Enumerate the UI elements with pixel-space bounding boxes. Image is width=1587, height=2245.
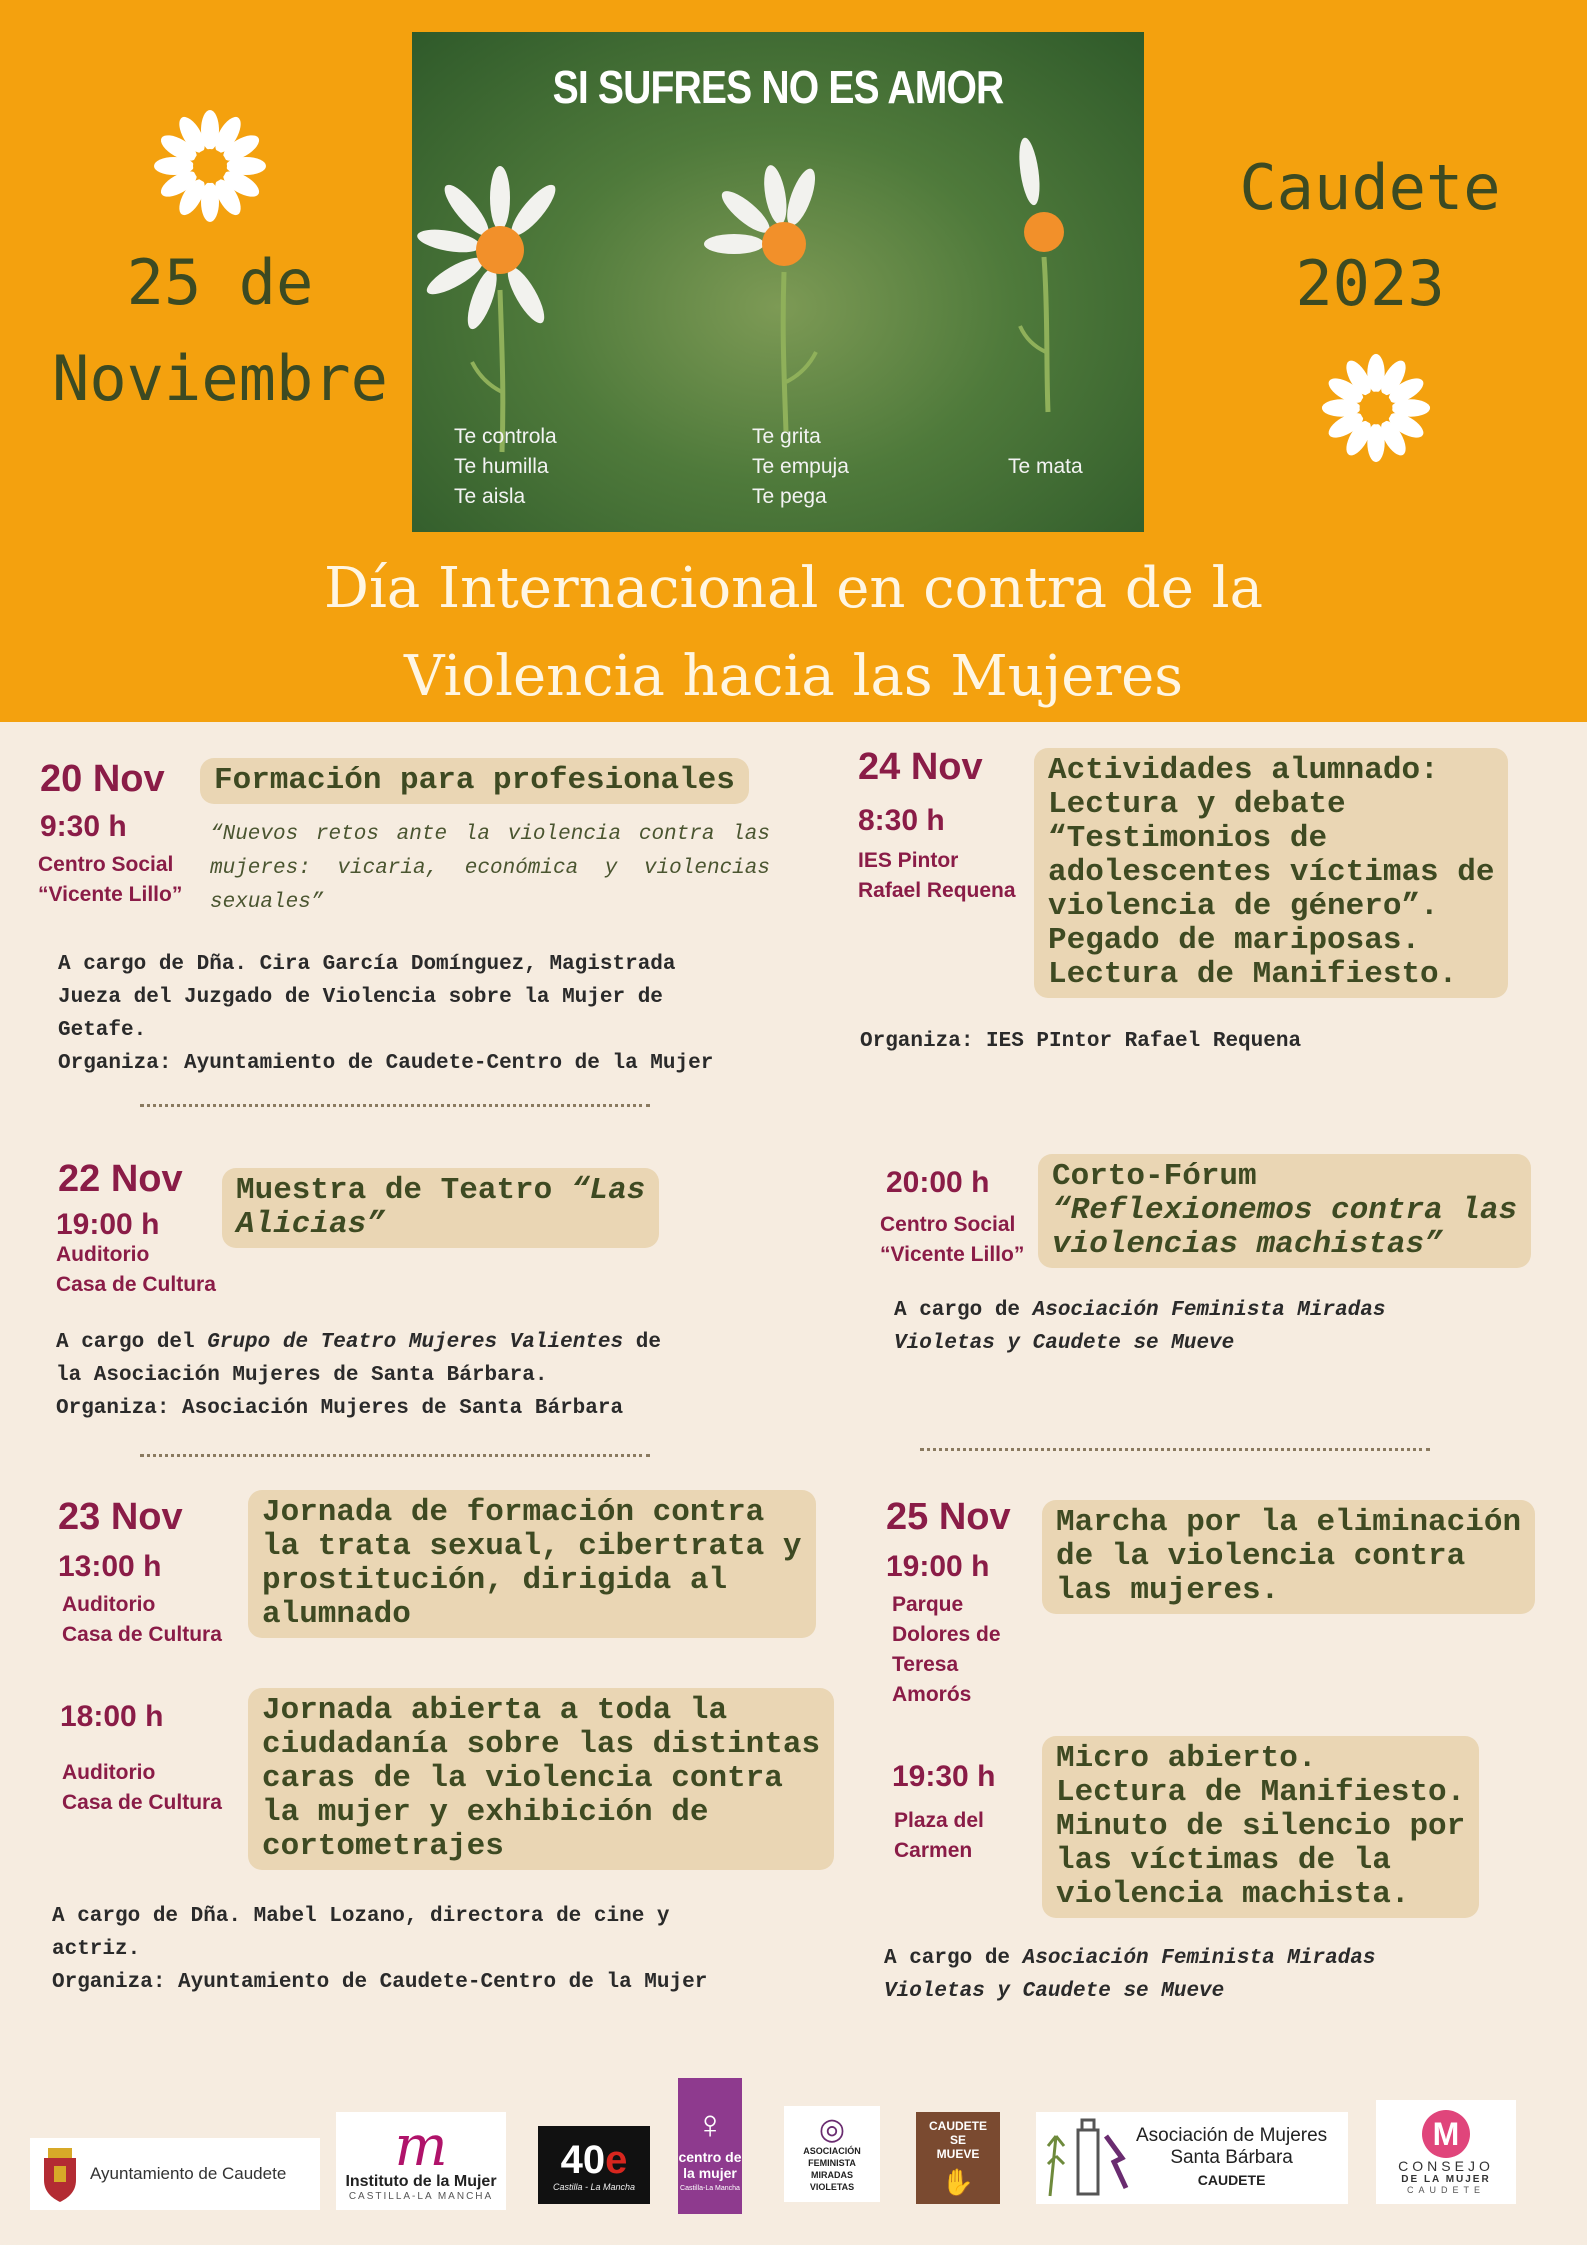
campaign-poster-image — [412, 32, 1144, 532]
event-subtitle: “Nuevos retos ante la violencia contra las mujeres: vicaria, económica y violencias sexuales” — [210, 823, 770, 914]
event-title: Jornada de formación contra la trata sexual, cibertrata y prostitución, dirigida al alumnado — [248, 1490, 816, 1638]
event-title: Marcha por la eliminación de la violencia contra las mujeres. — [1042, 1500, 1535, 1614]
40-aniversario-logo: 40e Castilla - La Mancha — [538, 2126, 650, 2204]
poster-headline: SI SUFRES NO ES AMOR — [552, 61, 1004, 113]
event-title: Formación para profesionales — [200, 758, 749, 804]
daisy-icon — [1320, 352, 1432, 464]
poster-caption-3: Te mata — [1008, 455, 1083, 478]
event-location: Auditorio Casa de Cultura — [56, 1243, 216, 1296]
event-time: 13:00 h — [58, 1550, 162, 1583]
event-time: 19:30 h — [892, 1760, 996, 1793]
event-description: A cargo de Asociación Feminista Miradas Violetas y Caudete se Mueve — [894, 1299, 1386, 1355]
event-time: 19:00 h — [886, 1550, 990, 1583]
tower-icon — [1036, 2116, 1136, 2200]
poster-caption-2: Te grita Te empuja Te pega — [752, 425, 849, 508]
daisy-icon — [152, 108, 268, 224]
event-description: A cargo de Dña. Cira García Domínguez, Magistrada Jueza del Juzgado de Violencia sobre la Mujer de Getafe. Organiza: Ayuntamiento de Caudete-Centro de la Mujer — [58, 953, 714, 1075]
divider — [140, 1104, 650, 1107]
divider — [140, 1454, 650, 1457]
instituto-mujer-logo: m Instituto de la Mujer CASTILLA-LA MANCHA — [336, 2112, 506, 2210]
event-date: 20 Nov — [40, 758, 165, 800]
event-date: 23 Nov — [58, 1496, 183, 1538]
event-title: Actividades alumnado: Lectura y debate “Testimonios de adolescentes víctimas de violencia de género”. Pegado de mariposas. Lectura de Manifiesto. — [1034, 748, 1508, 998]
event-time: 19:00 h — [56, 1208, 160, 1241]
event-time: 18:00 h — [60, 1700, 164, 1733]
coat-of-arms-icon — [38, 2144, 82, 2204]
event-time: 20:00 h — [886, 1166, 990, 1199]
centro-mujer-logo: ♀ centro de la mujer Castilla-La Mancha — [678, 2078, 742, 2214]
event-place-heading: Caudete 2023 — [1239, 151, 1501, 320]
event-location: IES Pintor Rafael Requena — [858, 849, 1016, 902]
event-date-heading: 25 de Noviembre — [52, 246, 388, 415]
event-date: 25 Nov — [886, 1496, 1011, 1538]
event-location: Auditorio Casa de Cultura — [62, 1593, 222, 1646]
event-time: 8:30 h — [858, 804, 945, 837]
event-title: Micro abierto. Lectura de Manifiesto. Minuto de silencio por las víctimas de la violencia machista. — [1042, 1736, 1479, 1918]
event-description: A cargo de Dña. Mabel Lozano, directora de cine y actriz. Organiza: Ayuntamiento de Caudete-Centro de la Mujer — [52, 1905, 708, 1994]
poster-caption-1: Te controla Te humilla Te aisla — [454, 425, 557, 508]
caudete-se-mueve-logo: CAUDETE SE MUEVE ✋ — [916, 2112, 1000, 2204]
event-location: Auditorio Casa de Cultura — [62, 1761, 222, 1814]
event-description: A cargo de Asociación Feminista Miradas Violetas y Caudete se Mueve — [884, 1947, 1376, 2003]
event-description: Organiza: IES PIntor Rafael Requena — [860, 1030, 1302, 1053]
event-date: 22 Nov — [58, 1158, 183, 1200]
event-location: Parque Dolores de Teresa Amorós — [892, 1593, 1001, 1706]
event-description: A cargo del Grupo de Teatro Mujeres Valientes de la Asociación Mujeres de Santa Bárbara. Organiza: Asociación Mujeres de Santa Bárbara — [56, 1331, 661, 1420]
consejo-mujer-logo: M CONSEJO DE LA MUJER CAUDETE — [1376, 2100, 1516, 2204]
event-time: 9:30 h — [40, 810, 127, 843]
event-title: Jornada abierta a toda la ciudadanía sobre las distintas caras de la violencia contra la mujer y exhibición de cortometrajes — [248, 1688, 834, 1870]
page-title: Día Internacional en contra de la Violencia hacia las Mujeres — [324, 556, 1263, 709]
asociacion-santa-barbara-logo: Asociación de Mujeres Santa Bárbara CAUDETE — [1036, 2112, 1348, 2204]
event-title: Corto-Fórum “Reflexionemos contra las violencias machistas” — [1038, 1154, 1531, 1268]
ayuntamiento-logo: Ayuntamiento de Caudete — [30, 2138, 320, 2210]
event-location: Centro Social “Vicente Lillo” — [38, 853, 183, 906]
event-date: 24 Nov — [858, 746, 983, 788]
miradas-violetas-logo: ◎ ASOCIACIÓN FEMINISTA MIRADAS VIOLETAS — [784, 2106, 880, 2202]
event-location: Plaza del Carmen — [894, 1809, 984, 1862]
event-location: Centro Social “Vicente Lillo” — [880, 1213, 1025, 1266]
event-title: Muestra de Teatro “Las Alicias” — [222, 1168, 659, 1248]
divider — [920, 1448, 1430, 1451]
